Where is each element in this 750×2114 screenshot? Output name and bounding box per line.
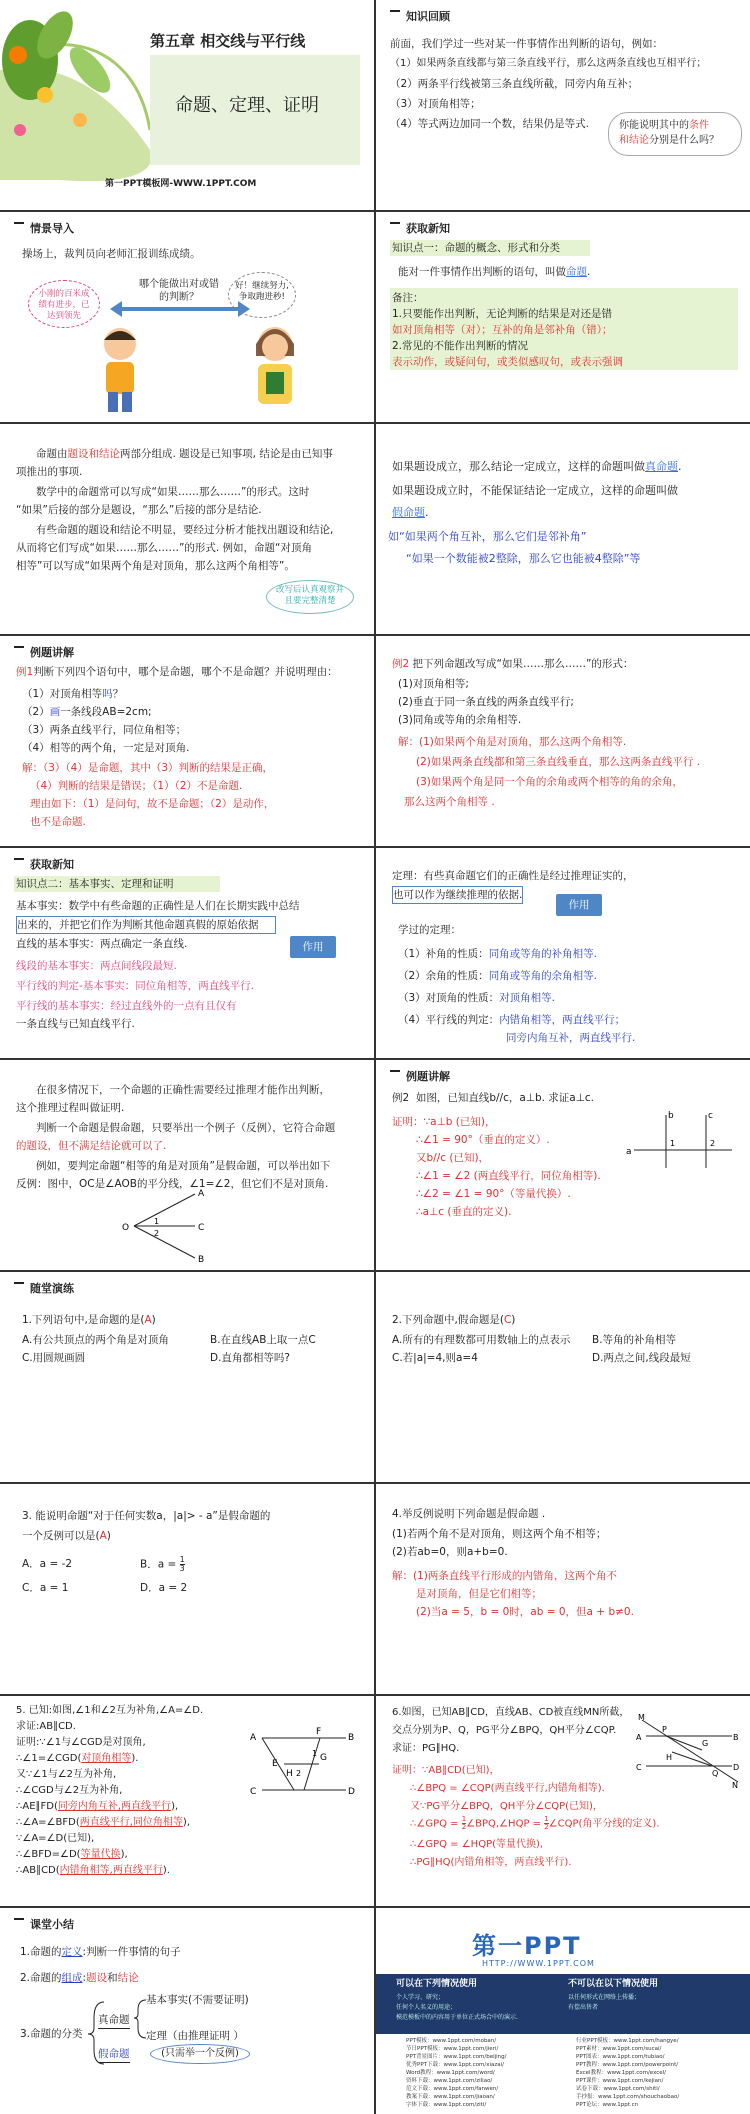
site-link[interactable]: Excel教程：www.1ppt.com/excel/: [576, 2069, 667, 2076]
drill4-slide: [376, 1484, 750, 1694]
proof-example-slide: [376, 1060, 750, 1270]
site-link[interactable]: 试卷下载：www.1ppt.com/shiti/: [576, 2085, 660, 2092]
title-bar: [390, 1070, 400, 1072]
usage-item: 任何个人名义的用途；: [396, 2004, 457, 2011]
text-line: 基本事实：数学中有些命题的正确性是人们在长期实践中总结: [16, 900, 300, 912]
teacher-icon: [240, 322, 310, 412]
cover-slide: [0, 0, 374, 210]
usage-item: 个人学习、研究；: [396, 1994, 445, 2001]
solution-line: 也不是命题.: [30, 816, 86, 828]
site-link[interactable]: 教案下载：www.1ppt.com/jiaoan/: [406, 2093, 495, 2100]
chapter-title: 第五章 相交线与平行线: [150, 32, 306, 50]
proof-line: ∵∠A=∠D(已知),: [16, 1833, 95, 1844]
student-icon: [90, 324, 150, 414]
slide-title: 例题讲解: [406, 1070, 450, 1083]
point-label: B: [198, 1255, 205, 1265]
option: B．a =: [140, 1558, 180, 1571]
point-label: C: [636, 1763, 642, 1772]
proof-line: 又∵∠1与∠2互为补角,: [16, 1769, 117, 1780]
drill2-slide: 2.下列命题中,假命题是(C) A.所有的有理数都可用数轴上的点表示 B.等角的补角相等 C.若|a|=4,则a=4 D.两点之间,线段最短: [376, 1272, 750, 1482]
usage-item: 有偿出售者: [568, 2004, 599, 2011]
text-line: 有些命题的题设和结论不明显，要经过分析才能找出题设和结论,: [36, 524, 334, 536]
text-line: 从而将它们写成“如果……那么……”的形式. 例如，命题“对顶角: [16, 542, 312, 554]
usage-item: 以任何形式在网络上传播；: [568, 1994, 641, 2001]
point-label: F: [316, 1727, 322, 1737]
note-title: 备注：: [392, 292, 424, 304]
text-line: 的题设，但不满足结论就可以了.: [16, 1140, 167, 1152]
proof-line: 证明：∵AB∥CD(已知)，: [392, 1765, 500, 1776]
brand-logo: 第一PPT: [472, 1932, 582, 1960]
proof-line: ∴a⊥c (垂直的定义).: [416, 1206, 512, 1218]
solution-line: 是对顶角，但是它们相等；: [416, 1588, 542, 1600]
facts-slide: [0, 848, 374, 1058]
link-list: [576, 2038, 679, 2110]
question-bubble: 你能说明其中的条件 和结论分别是什么吗？: [608, 112, 742, 156]
structure-slide: 命题由题设和结论两部分组成. 题设是已知事项, 结论是由已知事 项推出的事项. 数学中的命题常可以写成“如果……那么……”的形式。这时 “如果”后接的部分是题设，“那么”后接的部分是结论. 有些命题的题设和结论不明显，要经过分析才能找出题设和结论, 从而将它们写成“如果……那么……”的形式. 例如，命题“对顶角 相等”可以写成“如果两个角是对顶角，那么这两个角相等”。 改写后认真观察并且要完整清楚: [0, 424, 374, 634]
option: C.用圆规画圆: [22, 1352, 86, 1364]
definition-keyword: 命题: [566, 266, 587, 278]
fact-line: 平行线的基本事实：经过直线外的一点有且仅有: [16, 1000, 237, 1012]
drill6-slide: 6.如图，已知AB∥CD，直线AB、CD被直线MN所截， 交点分别为P、Q，PG平分∠BPQ，QH平分∠CQP. 求证：PG∥HQ. 证明：∵AB∥CD(已知)， ∴∠BPQ = ∠CQP(两直线平行,内错角相等). 又∵PG平分∠BPQ，QH平分∠CQP(已知)， ∴∠GPQ = $\frac{1}{2}$ ∠BPQ,∠HQP = $\frac{1}{2}$ ∠CQP(角平分线的定义). ∴∠GPQ = ∠HQP(等量代换), ∴PG∥HQ(内错角相等，两直线平行). M A B C D N P Q G H: [376, 1696, 750, 1906]
site-link[interactable]: PPT论坛：www.1ppt.cn: [576, 2101, 639, 2108]
point-label: M: [638, 1713, 645, 1722]
brand-slide: [376, 1908, 750, 2114]
fact-line: 线段的基本事实：两点间线段最短.: [16, 960, 177, 972]
review-item: （3）对顶角相等；: [390, 98, 481, 110]
example-item: （3）两条直线平行，同位角相等；: [22, 724, 187, 736]
line-label: a: [626, 1147, 632, 1157]
point-label: G: [702, 1739, 709, 1748]
proof-line: ∴PG∥HQ(内错角相等，两直线平行).: [410, 1857, 572, 1868]
link-list: [406, 2038, 507, 2110]
text-line: 反例：图中，OC是∠AOB的平分线，∠1=∠2，但它们不是对顶角.: [16, 1178, 329, 1190]
option: D.直角都相等吗?: [210, 1352, 290, 1364]
review-slide: [376, 0, 750, 210]
title-bar: [14, 1918, 24, 1920]
summary-line: 3.命题的分类: [20, 2028, 83, 2040]
angle-label: 1: [154, 1217, 160, 1226]
title-bar: [14, 646, 24, 648]
usage-heading: 不可以在以下情况使用: [568, 1979, 659, 1989]
point-label: A: [636, 1733, 642, 1742]
cloud-note: 改写后认真观察并且要完整清楚: [266, 580, 354, 614]
proof-line: 证明：∵a⊥b (已知)，: [392, 1116, 496, 1128]
point-label: C: [250, 1787, 257, 1797]
question-text: 哪个能做出对或错的判断？: [139, 279, 219, 303]
usage-item: 模范模板中的内容用于单位正式场合中的演示.: [396, 2014, 518, 2021]
question: (2)若ab=0，则a+b=0.: [392, 1546, 508, 1558]
question: 6.如图，已知AB∥CD，直线AB、CD被直线MN所截，: [392, 1707, 630, 1718]
site-link[interactable]: 范文下载：www.1ppt.com/fanwen/: [406, 2085, 499, 2092]
usage-button[interactable]: 作用: [556, 894, 602, 916]
angle-label: 1: [312, 1749, 318, 1758]
site-link[interactable]: 行业PPT模板：www.1ppt.com/hangye/: [576, 2038, 679, 2044]
theorem-heading: 学过的定理：: [398, 924, 461, 936]
angle-label: 2: [296, 1769, 302, 1778]
site-link[interactable]: 手抄报：www.1ppt.com/shouchaobao/: [576, 2093, 680, 2100]
text-line: 项推出的事项.: [16, 466, 83, 478]
solution-line: 解：（3）（4）是命题，其中（3）判断的结果是正确，: [22, 762, 274, 774]
point-label: H: [286, 1769, 293, 1779]
question: (1)若两个角不是对顶角，则这两个角不相等；: [392, 1528, 607, 1540]
category-false: 假命题: [98, 2046, 130, 2063]
text-line: 这个推理过程叫做证明.: [16, 1102, 125, 1114]
category-item: 基本事实(不需要证明): [146, 1994, 249, 2006]
definition-text: 能对一件事情作出判断的语句，叫做: [398, 266, 566, 278]
knowledge-point: 知识点二：基本事实、定理和证明: [16, 878, 174, 890]
slide-title: 例题讲解: [30, 646, 74, 659]
solution-line: 理由如下：（1）是问句，故不是命题；（2）是动作，: [30, 798, 275, 810]
drill3-slide: 3. 能说明命题“对于任何实数a，|a|> - a”是假命题的 一个反例可以是(A) A．a = -2 B．a = $\frac{1}{3}$ C．a = 1 D．a = 2: [0, 1484, 374, 1694]
title-bar: [14, 222, 24, 224]
intro-slide: [0, 212, 374, 422]
text-line: 相等”可以写成“如果两个角是对顶角，那么这两个角相等”。: [16, 560, 295, 572]
example-stem: 例2 如图，已知直线b//c，a⊥b. 求证a⊥c.: [392, 1092, 594, 1104]
option: C．a = 1: [22, 1582, 69, 1594]
brand-url: HTTP://WWW.1PPT.COM: [482, 1959, 595, 1968]
text-line: 出来的，并把它们作为判断其他命题真假的原始依据: [16, 916, 276, 934]
category-item: 定理（由推理证明 ）: [146, 2030, 244, 2042]
solution-line: 解：(1)如果两个角是对顶角，那么这两个角相等.: [398, 736, 627, 748]
geometry-diagram: [632, 1710, 742, 1790]
option: A.所有的有理数都可用数轴上的点表示: [392, 1334, 571, 1346]
proof-line: ∴∠GPQ = ∠HQP(等量代换),: [410, 1839, 544, 1850]
note-line: 1.只要能作出判断，无论判断的结果是对还是错: [392, 308, 613, 320]
option: C.若|a|=4,则a=4: [392, 1352, 478, 1364]
slide-title: 知识回顾: [406, 10, 450, 23]
question: 5. 已知:如图,∠1和∠2互为补角,∠A=∠D.: [16, 1705, 204, 1716]
text-line: 例如，要判定命题“相等的角是对顶角”是假命题，可以举出如下: [36, 1160, 331, 1172]
proof-line: 又∵PG平分∠BPQ，QH平分∠CQP(已知)，: [410, 1801, 603, 1812]
example-item: (1)对顶角相等;: [398, 678, 469, 690]
site-link[interactable]: 字体下载：www.1ppt.com/ziti/: [406, 2101, 487, 2108]
example-line: “如果一个数能被2整除，那么它也能被4整除”等: [406, 552, 641, 565]
example2-slide: 例2 把下列命题改写成“如果……那么……”的形式： (1)对顶角相等; (2)垂直于同一条直线的两条直线平行; (3)同角或等角的余角相等. 解：(1)如果两个角是对顶角，那么这两个角相等. (2)如果两条直线都和第三条直线垂直，那么这两条直线平行 . (3)如果两个角是同一个角的余角或两个相等的角的余角， 那么这两个角相等 .: [376, 636, 750, 846]
point-label: H: [666, 1753, 673, 1762]
fact-line: 一条直线与已知直线平行.: [16, 1018, 135, 1030]
example-line: 如“如果两个角互补，那么它们是邻补角”: [388, 530, 587, 543]
option: A．a = -2: [22, 1558, 73, 1570]
theorem-def: 也可以作为继续推理的依据.: [392, 886, 523, 904]
site-link[interactable]: PPT背景图片：www.1ppt.com/beijing/: [406, 2053, 507, 2060]
point-label: P: [662, 1725, 667, 1734]
note-line: 表示动作，或疑问句，或类似感叹句，或表示强调: [392, 356, 623, 368]
proof-slide: 在很多情况下，一个命题的正确性需要经过推理才能作出判断， 这个推理过程叫做证明. 判断一个命题是假命题，只要举出一个例子（反例），它符合命题 的题设，但不满足结论就可以了. 例如，要判定命题“相等的角是对顶角”是假命题，可以举出如下 反例：图中，OC是∠AOB的平分线，∠1=∠2，但它们不是对顶角. A O 1 2 C B: [0, 1060, 374, 1270]
angle-bisector-diagram: [120, 1186, 210, 1266]
theorem-def: 定理：有些真命题它们的正确性是经过推理证实的，: [392, 870, 634, 882]
parallel-lines-diagram: [626, 1110, 736, 1170]
concept-slide: 获取新知 知识点一：命题的概念、形式和分类 能对一件事情作出判断的语句，叫做命题. 备注： 1.只要能作出判断，无论判断的结果是对还是错 如对顶角相等（对）；互补的角是邻补角（错）； 2.常见的不能作出判断的情况 表示动作，或疑问句，或类似感叹句，或表示强调: [376, 212, 750, 422]
angle-label: 2: [154, 1229, 160, 1238]
point-label: N: [732, 1781, 738, 1790]
review-item: （4）等式两边加同一个数，结果仍是等式.: [390, 118, 590, 130]
speech-bubble: 好！继续努力,争取跑进秒!: [228, 272, 296, 318]
proof-line: ∴∠BPQ = ∠CQP(两直线平行,内错角相等).: [410, 1783, 605, 1794]
point-label: A: [250, 1733, 257, 1743]
question: 求证:AB∥CD.: [16, 1721, 76, 1732]
slide-title: 获取新知: [30, 858, 74, 871]
site-link[interactable]: 资料下载：www.1ppt.com/ziliao/: [406, 2077, 493, 2084]
option: B.等角的补角相等: [592, 1334, 677, 1346]
proof-line: 又b//c (已知)，: [416, 1152, 490, 1164]
example-item: (3)同角或等角的余角相等.: [398, 714, 522, 726]
knowledge-point: 知识点一：命题的概念、形式和分类: [392, 242, 560, 254]
intro-text: 操场上，裁判员向老师汇报训练成绩。: [22, 248, 201, 260]
review-item: （1）如果两条直线都与第三条直线平行，那么这两条直线也互相平行；: [390, 58, 707, 69]
speech-bubble: 小刚的百米成绩有进步，已达到领先: [28, 280, 100, 328]
site-link[interactable]: Word教程：www.1ppt.com/word/: [406, 2069, 495, 2076]
solution-line: （4）判断的结果是错误；（1）（2）不是命题.: [30, 780, 243, 792]
point-label: B: [348, 1733, 355, 1743]
question: 3. 能说明命题“对于任何实数a，|a|> - a”是假命题的: [22, 1510, 271, 1522]
point-label: C: [198, 1223, 205, 1233]
slide-title: 获取新知: [406, 222, 450, 235]
fact-line: 平行线的判定-基本事实：同位角相等，两直线平行.: [16, 980, 255, 992]
cover-footer: 第一PPT模板网-WWW.1PPT.COM: [105, 179, 257, 189]
note-line: 如对顶角相等（对）；互补的角是邻补角（错）；: [392, 324, 613, 336]
title-bar: [390, 222, 400, 224]
point-label: G: [320, 1753, 327, 1763]
slide-title: 随堂演练: [30, 1282, 74, 1295]
point-label: Q: [712, 1769, 719, 1778]
point-label: A: [198, 1189, 205, 1199]
note-line: 2.常见的不能作出判断的情况: [392, 340, 529, 352]
text-line: “如果”后接的部分是题设，“那么”后接的部分是结论.: [16, 504, 262, 516]
cover-subtitle: 命题、定理、证明: [175, 95, 319, 116]
angle-label: 1: [670, 1139, 676, 1148]
solution-line: (2)当a = 5，b = 0时，ab = 0，但a + b≠0.: [416, 1606, 634, 1618]
example1-slide: 例题讲解 例1判断下列四个语句中，哪个是命题，哪个不是命题？并说明理由： （1）对顶角相等吗？ （2）画一条线段AB=2cm; （3）两条直线平行，同位角相等； （4）相等的两个角，一定是对顶角. 解：（3）（4）是命题，其中（3）判断的结果是正确， （4）判断的结果是错误；（1）（2）不是命题. 理由如下：（1）是问句，故不是命题；（2）是动作， 也不是命题.: [0, 636, 374, 846]
point-label: D: [733, 1763, 740, 1772]
site-link[interactable]: PPT教程：www.1ppt.com/powerpoint/: [576, 2061, 679, 2068]
site-link[interactable]: PPT课件：www.1ppt.com/kejian/: [576, 2077, 664, 2084]
title-bar: [14, 1282, 24, 1284]
example-item: (2)垂直于同一条直线的两条直线平行;: [398, 696, 574, 708]
option: D.两点之间,线段最短: [592, 1352, 691, 1364]
solution-line: 那么这两个角相等 .: [404, 796, 495, 808]
text-line: 如果题设成立时，不能保证结论一定成立，这样的命题叫做: [392, 484, 678, 497]
point-label: O: [122, 1223, 130, 1233]
text-line: 数学中的命题常可以写成“如果……那么……”的形式。这时: [36, 486, 310, 498]
truth-slide: 如果题设成立，那么结论一定成立，这样的命题叫做真命题. 如果题设成立时，不能保证结论一定成立，这样的命题叫做 假命题. 如“如果两个角互补，那么它们是邻补角” “如果一个数能被2整除，那么它也能被4整除”等: [376, 424, 750, 634]
text-line: 判断一个命题是假命题，只要举出一个例子（反例），它符合命题: [36, 1122, 336, 1134]
summary-slide: 课堂小结 1.命题的定义:判断一件事情的句子 2.命题的组成:题设和结论 3.命题的分类 真命题 假命题 基本事实(不需要证明) 定理（由推理证明 ） (只需举一个反例): [0, 1908, 374, 2114]
title-bar: [14, 858, 24, 860]
option: A.有公共顶点的两个角是对顶角: [22, 1334, 169, 1346]
theorem-slide: 定理：有些真命题它们的正确性是经过推理证实的， 也可以作为继续推理的依据. 作用 学过的定理： （1）补角的性质：同角或等角的补角相等. （2）余角的性质：同角或等角的余角相等. （3）对顶角的性质：对顶角相等. （4）平行线的判定：内错角相等，两直线平行； 同旁内角互补，两直线平行.: [376, 848, 750, 1058]
solution-line: 解：(1)两条直线平行形成的内错角，这两个角不: [392, 1570, 617, 1582]
point-label: D: [348, 1787, 355, 1797]
solution-line: (2)如果两条直线都和第三条直线垂直，那么这两条直线平行 .: [416, 756, 701, 768]
site-link[interactable]: PPT模板：www.1ppt.com/moban/: [406, 2038, 497, 2044]
title-bar: [390, 10, 400, 12]
example-item: （4）相等的两个角，一定是对顶角.: [22, 742, 190, 754]
usage-panel: [376, 1974, 750, 2034]
geometry-diagram: [244, 1724, 364, 1804]
question: 交点分别为P、Q，PG平分∠BPQ，QH平分∠CQP.: [392, 1725, 617, 1736]
site-link[interactable]: 优秀PPT下载：www.1ppt.com/xiazai/: [406, 2061, 505, 2068]
proof-line: ∴∠1 = ∠2 (两直线平行，同位角相等).: [416, 1170, 601, 1182]
proof-line: ∴∠1 = 90°（垂直的定义）.: [416, 1134, 550, 1146]
point-label: B: [733, 1733, 739, 1742]
line-label: c: [708, 1111, 713, 1121]
review-intro: 前面，我们学过一些对某一件事情作出判断的语句，例如：: [390, 38, 663, 50]
slide-title: 课堂小结: [30, 1918, 74, 1931]
usage-button[interactable]: 作用: [290, 936, 336, 958]
question: 4.举反例说明下列命题是假命题 .: [392, 1508, 546, 1520]
proof-line: ∴∠CGD与∠2互为补角,: [16, 1785, 123, 1796]
fact-line: 直线的基本事实：两点确定一条直线.: [16, 938, 188, 950]
angle-label: 2: [710, 1139, 716, 1148]
site-link[interactable]: PPT素材：www.1ppt.com/sucai/: [576, 2045, 662, 2052]
question: 求证：PG∥HQ.: [392, 1743, 460, 1754]
counter-example-note: (只需举一个反例): [150, 2044, 250, 2064]
slide-title: 情景导入: [30, 222, 74, 235]
proof-line: 证明:∵∠1与∠CGD是对顶角,: [16, 1737, 146, 1748]
category-true: 真命题: [98, 2012, 130, 2029]
option: D．a = 2: [140, 1582, 188, 1594]
proof-line: ∴∠2 = ∠1 = 90°（等量代换）.: [416, 1188, 571, 1200]
point-label: E: [272, 1759, 278, 1769]
line-label: b: [668, 1111, 674, 1121]
theorem-line: 同旁内角互补，两直线平行.: [506, 1032, 636, 1044]
site-link[interactable]: 节日PPT模板：www.1ppt.com/jieri/: [406, 2045, 499, 2052]
solution-line: (3)如果两个角是同一个角的余角或两个相等的角的余角，: [416, 776, 683, 788]
drill5-slide: 5. 已知:如图,∠1和∠2互为补角,∠A=∠D. 求证:AB∥CD. 证明:∵∠1与∠CGD是对顶角, ∴∠1=∠CGD(对顶角相等). 又∵∠1与∠2互为补角, ∴∠CGD与∠2互为补角, ∴AE∥FD(同旁内角互补,两直线平行), ∴∠A=∠BFD(两直线平行,同位角相等), ∵∠A=∠D(已知), ∴∠BFD=∠D(等量代换), ∴AB∥CD(内错角相等,两直线平行). A F B E G H C D 1 2: [0, 1696, 374, 1906]
drill1-slide: 随堂演练 1.下列语句中,是命题的是(A) A.有公共顶点的两个角是对顶角 B.在直线AB上取一点C C.用圆规画圆 D.直角都相等吗?: [0, 1272, 374, 1482]
usage-heading: 可以在下列情况使用: [396, 1979, 478, 1989]
review-item: （2）两条平行线被第三条直线所截，同旁内角互补；: [390, 78, 639, 90]
option: B.在直线AB上取一点C: [210, 1334, 316, 1346]
site-link[interactable]: PPT图表：www.1ppt.com/tubiao/: [576, 2053, 665, 2060]
